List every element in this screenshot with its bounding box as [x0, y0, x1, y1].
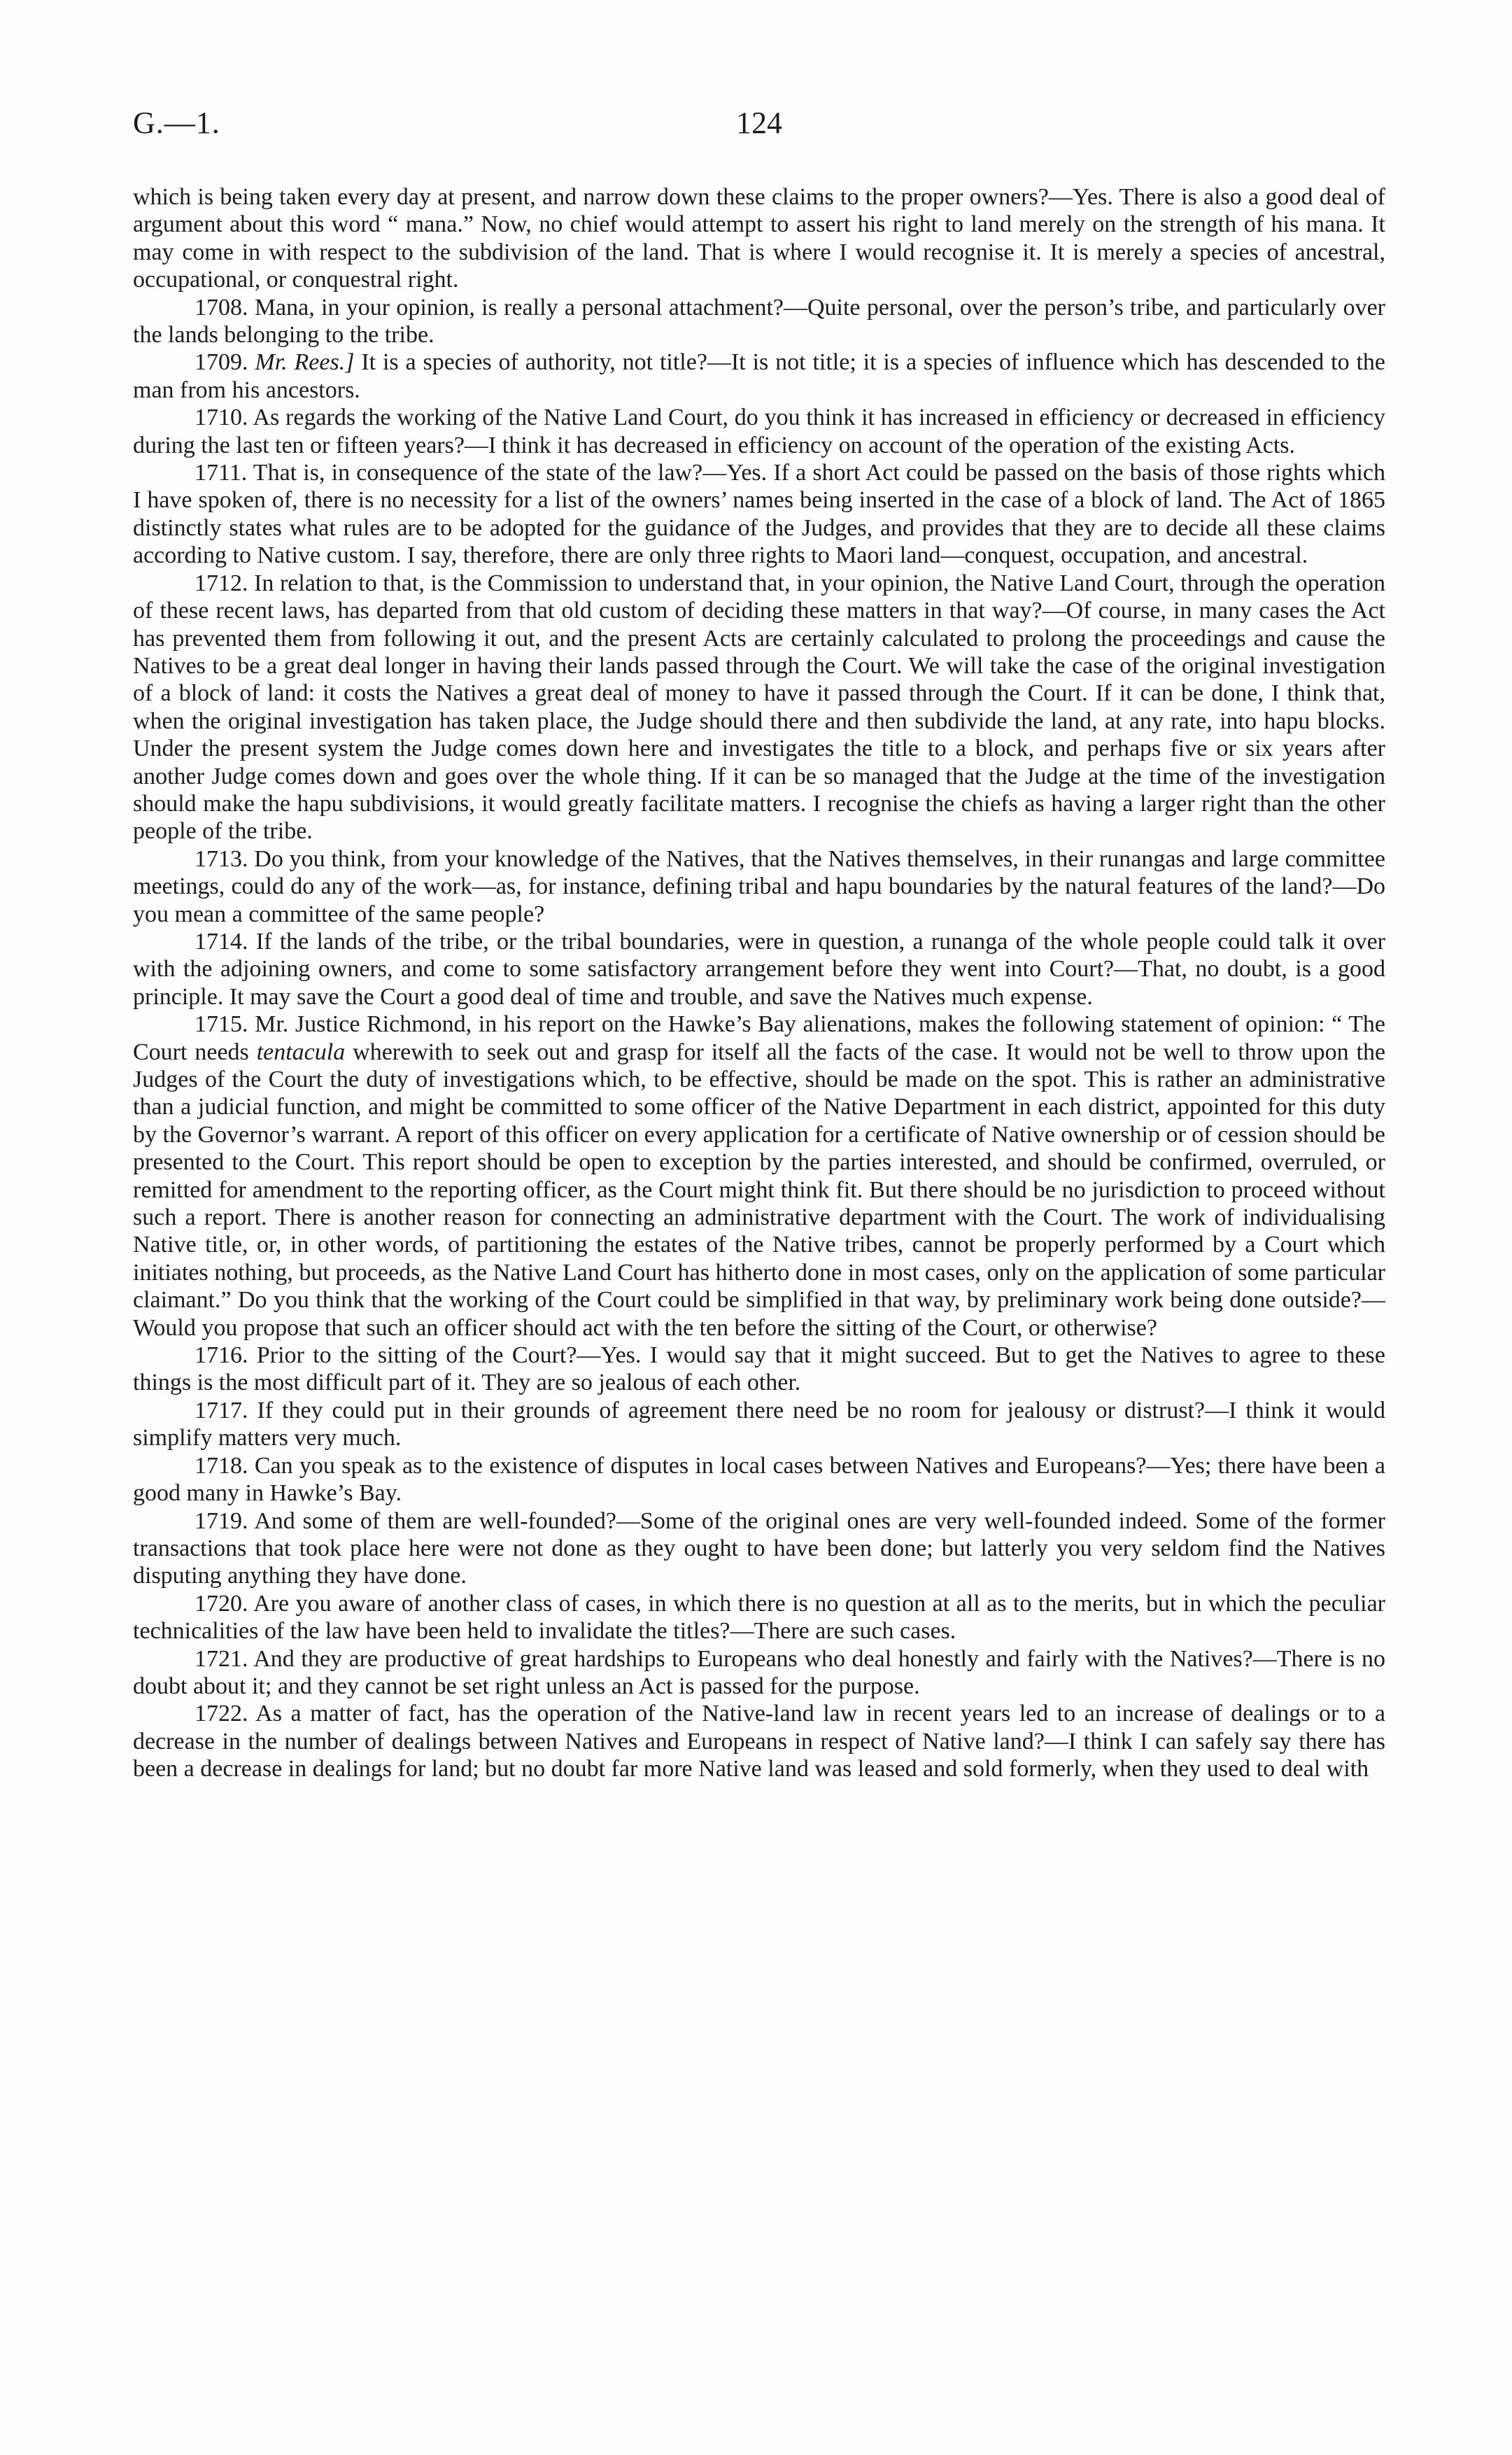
question-text-before: 1715. Mr. Justice Richmond, in his report on the Hawke’s Bay alienations, makes the following statement of opinion: “ The Court needs — [133, 1011, 1385, 1065]
question-1711: 1711. That is, in consequence of the state of the law?—Yes. If a short Act could be passed on the basis of those rights which I have spoken of, there is no necessity for a list of the owners’ names being inserted in the case of a block of land. The Act of 1865 distinctly states what rules are to be adopted for the guidance of the Judges, and provides that they are to decide all these claims according to Native custom. I say, therefore, there are only three rights to Maori land—conquest, occupation, and ancestral. — [133, 460, 1385, 569]
document-id: G.—1. — [133, 106, 220, 140]
italic-term: tentacula — [256, 1039, 346, 1065]
question-1717: 1717. If they could put in their grounds of agreement there need be no room for jealousy or distrust?—I think it would simplify matters very much. — [133, 1397, 1385, 1451]
minutes-of-evidence — [133, 183, 1385, 1783]
speaker-name: Mr. Rees.] — [255, 349, 355, 376]
question-1722: 1722. As a matter of fact, has the operation of the Native-land law in recent years led to an increase of dealings or to a decrease in the number of dealings between Natives and Europeans in respect of Native land?—I think I can safely say there has been a decrease in dealings for land; but no doubt far more Native land was leased and sold formerly, when they used to deal with — [133, 1701, 1385, 1782]
question-text: It is a species of authority, not title?—It is not title; it is a species of influence which has descended to the man from his ancestors. — [133, 349, 1386, 403]
question-1712: 1712. In relation to that, is the Commission to understand that, in your opinion, the Native Land Court, through the operation of these recent laws, has departed from that old custom of deciding these matters in that way?—Of course, in many cases the Act has prevented them from following it out, and the present Acts are certainly calculated to prolong the proceedings and cause the Natives to be a great deal longer in having their lands passed through the Court. We will take the case of the original investigation of a block of land: it costs the Natives a great deal of money to have it passed through the Court. If it can be done, I think that, when the original investigation has taken place, the Judge should there and then subdivide the land, at any rate, into hapu blocks. Under the present system the Judge comes down here and investigates the title to a block, and perhaps five or six years after another Judge comes down and goes over the whole thing. If it can be so managed that the Judge at the time of the investigation should make the hapu subdivisions, it would greatly facilitate matters. I recognise the chiefs as having a larger right than the other people of the tribe. — [133, 570, 1385, 845]
question-1721: 1721. And they are productive of great hardships to Europeans who deal honestly and fairly with the Natives?—There is no doubt about it; and they cannot be set right unless an Act is passed for the purpose. — [133, 1645, 1385, 1699]
question-1708: 1708. Mana, in your opinion, is really a personal attachment?—Quite personal, over the person’s tribe, and particularly over the lands belonging to the tribe. — [133, 294, 1385, 349]
question-1719: 1719. And some of them are well-founded?—Some of the original ones are very well-founded indeed. Some of the former transactions that took place here were not done as they ought to have been done; but latterly you very seldom find the Natives disputing anything they have done. — [133, 1507, 1385, 1589]
question-1710: 1710. As regards the working of the Native Land Court, do you think it has increased in efficiency or decreased in efficiency during the last ten or fifteen years?—I think it has decreased in efficiency on account of the operation of the existing Acts. — [133, 405, 1385, 458]
question-1718: 1718. Can you speak as to the existence of disputes in local cases between Natives and Europeans?—Yes; there have been a good many in Hawke’s Bay. — [133, 1452, 1385, 1507]
question-1714: 1714. If the lands of the tribe, or the tribal boundaries, were in question, a runanga of the whole people could talk it over with the adjoining owners, and come to some satisfactory arrangement before they went into Court?—That, no doubt, is a good principle. It may save the Court a good deal of time and trouble, and save the Natives much expense. — [133, 928, 1385, 1010]
question-1716: 1716. Prior to the sitting of the Court?—Yes. I would say that it might succeed. But to get the Natives to agree to these things is the most difficult part of it. They are so jealous of each other. — [133, 1342, 1385, 1396]
question-1715 — [133, 1011, 1385, 1342]
question-number: 1709. — [195, 349, 248, 376]
question-1709 — [133, 349, 1385, 404]
question-1720: 1720. Are you aware of another class of cases, in which there is no question at all as to the merits, but in which the peculiar technicalities of the law have been held to invalidate the titles?—There are such cases. — [133, 1590, 1385, 1645]
page-number: 124 — [736, 106, 782, 140]
question-text-after: wherewith to seek out and grasp for itself all the facts of the case. It would not be well to throw upon the Judges of the Court the duty of investigations which, to be effective, should be made on the spot. This is rather an administrative than a judicial function, and might be committed to some officer of the Native Department in each district, appointed for this duty by the Governor’s warrant. A report of this officer on every application for a certificate of Native ownership or of cession should be presented to the Court. This report should be open to exception by the parties interested, and should be confirmed, overruled, or remitted for amendment to the reporting officer, as the Court might think fit. But there should be no jurisdiction to proceed without such a report. There is another reason for connecting an administrative department with the Court. The work of individualising Native title, or, in other words, of partitioning the estates of the Native tribes, cannot be properly performed by a Court which initiates nothing, but proceeds, as the Native Land Court has hitherto done in most cases, only on the application of some particular claimant.” Do you think that the working of the Court could be simplified in that way, by preliminary work being done outside?—Would you propose that such an officer should act with the ten before the sitting of the Court, or otherwise? — [133, 1039, 1386, 1341]
page-header — [133, 105, 1385, 154]
continued-answer: which is being taken every day at present, and narrow down these claims to the proper owners?—Yes. There is also a good deal of argument about this word “ mana.” Now, no chief would attempt to assert his right to land merely on the strength of his mana. It may come in with respect to the subdivision of the land. That is where I would recognise it. It is merely a species of ancestral, occupational, or conquestral right. — [133, 184, 1385, 293]
question-1713: 1713. Do you think, from your knowledge of the Natives, that the Natives themselves, in their runangas and large committee meetings, could do any of the work—as, for instance, defining tribal and hapu boundaries by the natural features of the land?—Do you mean a committee of the same people? — [133, 845, 1385, 927]
